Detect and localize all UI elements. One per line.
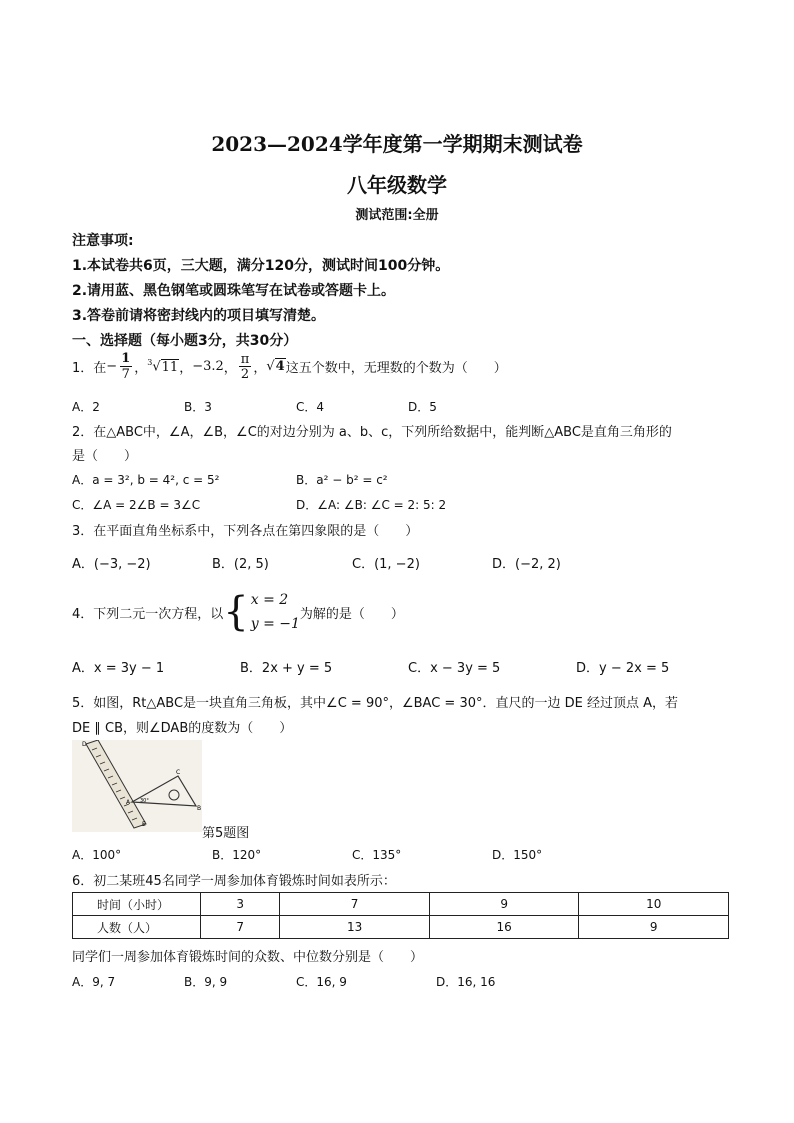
table-cell: 7 [280,893,430,916]
q5-option-a[interactable]: A．100° [72,848,122,862]
q1-option-b[interactable]: B．3 [184,400,212,414]
label-a: A [126,799,131,806]
question-2-stem-line2: 是（ ） [72,449,138,464]
q6-option-c[interactable]: C．16, 9 [296,975,347,989]
q6-option-d[interactable]: D．16, 16 [436,975,496,989]
q4-equation-system [223,588,300,636]
q1-decimal: −3.2 [192,359,224,374]
question-1-stem [72,352,507,381]
q3-option-b[interactable]: B．(2, 5) [212,557,269,572]
q5-figure-caption: 第5题图 [202,826,250,841]
table-cell: 7 [201,916,280,939]
q1-option-a[interactable]: A．2 [72,400,100,414]
table-row-header: 时间（小时） [73,893,201,916]
table-row-header: 人数（人） [73,916,201,939]
q4-equation-2: y = −1 [250,616,300,632]
q6-data-table [72,892,729,939]
q1-option-c[interactable]: C．4 [296,400,325,414]
note-item: 2.请用蓝、黑色钢笔或圆珠笔写在试卷或答题卡上。 [72,283,396,299]
question-4-stem [72,588,404,636]
q3-option-c[interactable]: C．(1, −2) [352,557,420,572]
q5-figure [72,740,202,832]
q1-prefix: 1．在 [72,361,107,376]
label-c: C [176,769,181,776]
q1-cube-root: $^3$√11 [147,358,179,375]
exam-title: 2023—2024学年度第一学期期末测试卷 [211,132,583,156]
q1-neg-sign: − [106,359,118,374]
table-row [73,916,729,939]
exam-subject: 八年级数学 [347,173,447,197]
q2-option-d[interactable]: D．∠A: ∠B: ∠C = 2: 5: 2 [296,498,447,512]
q1-fraction [119,352,132,381]
q1-separator: ， [134,361,148,376]
q2-option-a[interactable]: A．a = 3², b = 4², c = 5² [72,473,220,487]
label-e: E [142,821,146,828]
q4-option-c[interactable]: C．x − 3y = 5 [408,661,501,676]
q1-pi-num: π [240,351,250,367]
q1-suffix: 这五个数中，无理数的个数为（ ） [285,361,507,376]
q1-square-root-radicand: 4 [275,359,285,374]
q1-fraction-den: 7 [121,367,130,382]
q1-pi-den: 2 [240,366,250,382]
q1-separator: ， [223,361,237,376]
q1-cube-root-radicand: 11 [161,359,179,375]
question-5-stem-line2: DE ∥ CB，则∠DAB的度数为（ ） [72,721,293,736]
table-cell: 9 [579,916,729,939]
q6-option-b[interactable]: B．9, 9 [184,975,228,989]
question-2-stem-line1: 2．在△ABC中，∠A，∠B，∠C的对边分别为 a、b、c，下列所给数据中，能判断△ABC是直角三角形的 [72,425,672,440]
section-heading: 一、选择题（每小题3分，共30分） [72,333,298,349]
exam-scope: 测试范围:全册 [355,208,439,223]
q1-fraction-num: 1 [121,351,131,366]
q1-separator: ， [253,361,267,376]
q5-option-c[interactable]: C．135° [352,848,402,862]
q2-option-b[interactable]: B．a² − b² = c² [296,473,388,487]
table-cell: 9 [429,893,579,916]
question-3-stem: 3．在平面直角坐标系中，下列各点在第四象限的是（ ） [72,524,419,539]
table-cell: 16 [429,916,579,939]
q5-option-d[interactable]: D．150° [492,848,543,862]
brace-icon: { [223,589,249,635]
note-item: 1.本试卷共6页，三大题，满分120分，测试时间100分钟。 [72,258,450,274]
ruler-triangle-diagram [72,740,202,832]
q5-option-b[interactable]: B．120° [212,848,262,862]
q3-option-d[interactable]: D．(−2, 2) [492,557,561,572]
question-6-stem: 6．初二某班45名同学一周参加体育锻炼时间如表所示： [72,874,396,889]
table-cell: 3 [201,893,280,916]
q3-option-a[interactable]: A．(−3, −2) [72,557,151,572]
q2-option-c[interactable]: C．∠A = 2∠B = 3∠C [72,498,201,512]
q4-equation-1: x = 2 [250,592,289,608]
table-cell: 10 [579,893,729,916]
q6-question: 同学们一周参加体育锻炼时间的众数、中位数分别是（ ） [72,950,424,965]
q4-option-d[interactable]: D．y − 2x = 5 [576,661,670,676]
q4-prefix: 4．下列二元一次方程，以 [72,606,224,622]
notes-heading: 注意事项: [72,233,134,249]
label-d: D [82,741,87,748]
note-item: 3.答卷前请将密封线内的项目填写清楚。 [72,308,326,324]
q4-suffix: 为解的是（ ） [299,606,404,622]
ruler-icon [86,740,146,828]
q1-square-root: √4 [266,359,285,374]
q6-option-a[interactable]: A．9, 7 [72,975,116,989]
q1-separator: ， [179,361,193,376]
q1-option-d[interactable]: D．5 [408,400,437,414]
q4-option-b[interactable]: B．2x + y = 5 [240,661,333,676]
table-row [73,893,729,916]
label-angle: 30° [140,798,149,804]
q1-cube-root-index: 3 [147,358,153,368]
question-5-stem-line1: 5．如图，Rt△ABC是一块直角三角板，其中∠C = 90°，∠BAC = 30°．直尺的一边 DE 经过顶点 A，若 [72,696,679,711]
q1-pi-fraction [239,353,252,381]
label-b: B [197,805,202,812]
q4-option-a[interactable]: A．x = 3y − 1 [72,661,165,676]
table-cell: 13 [280,916,430,939]
